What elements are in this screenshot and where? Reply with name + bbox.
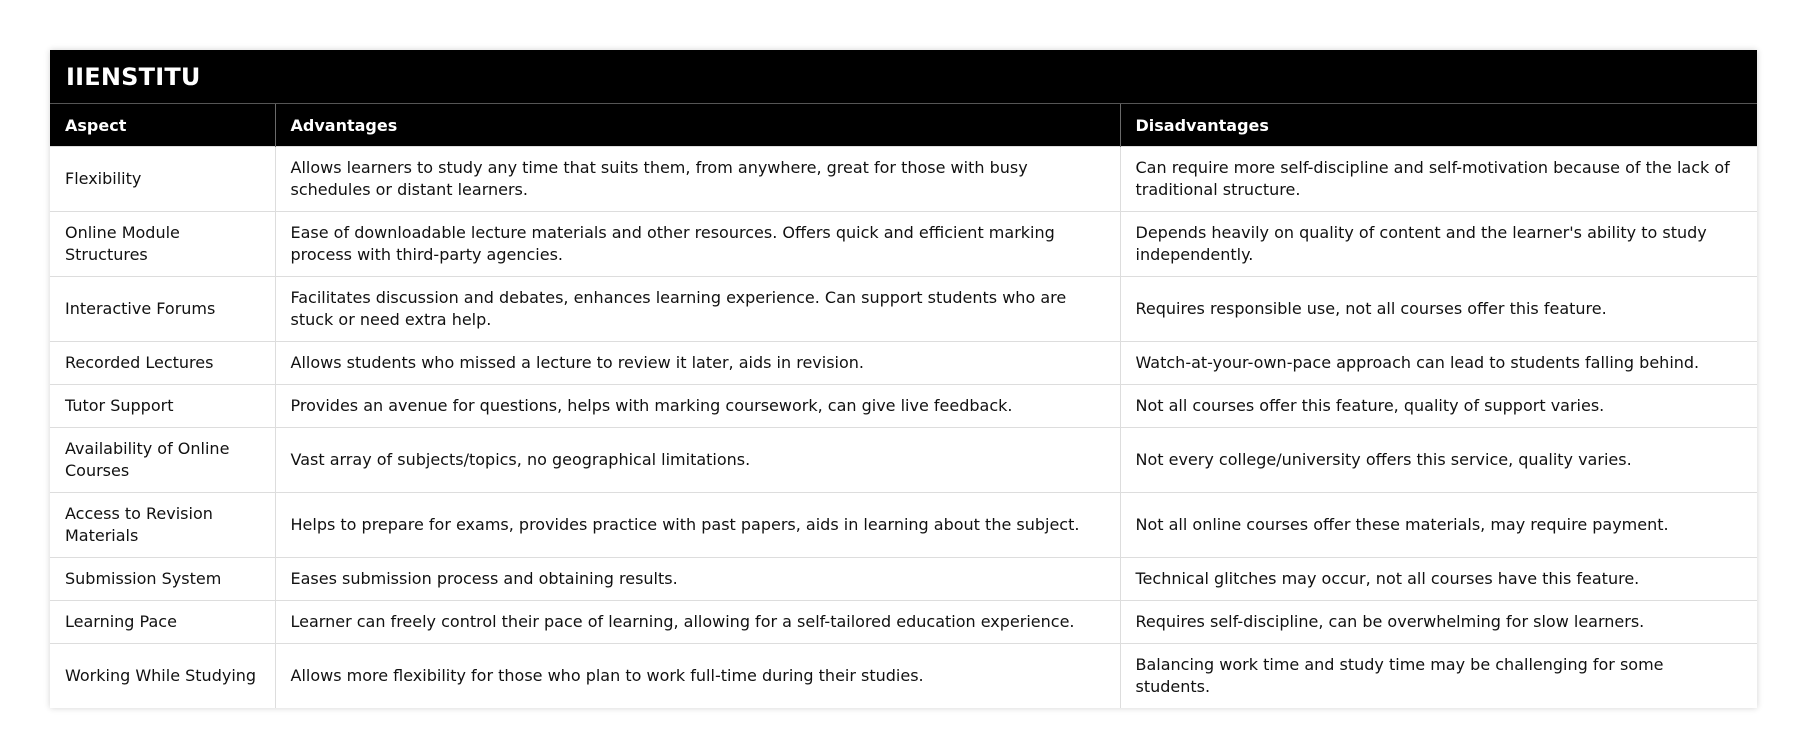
table-row [50,342,1757,385]
cell-advantages: Eases submission process and obtaining results. [275,558,1120,601]
table-row [50,601,1757,644]
table-row [50,493,1757,558]
cell-advantages: Provides an avenue for questions, helps with marking coursework, can give live feedback. [275,385,1120,428]
cell-disadvantages: Depends heavily on quality of content and the learner's ability to study independently. [1120,212,1757,277]
cell-disadvantages: Not all courses offer this feature, quality of support varies. [1120,385,1757,428]
table-row [50,212,1757,277]
cell-disadvantages: Balancing work time and study time may be challenging for some students. [1120,644,1757,709]
table-row [50,644,1757,709]
cell-advantages: Ease of downloadable lecture materials and other resources. Offers quick and efficient marking process with third-party agencies. [275,212,1120,277]
cell-advantages: Helps to prepare for exams, provides practice with past papers, aids in learning about the subject. [275,493,1120,558]
table-row [50,277,1757,342]
cell-disadvantages: Requires self-discipline, can be overwhelming for slow learners. [1120,601,1757,644]
table-row [50,385,1757,428]
cell-aspect: Flexibility [50,147,275,212]
cell-advantages: Allows learners to study any time that suits them, from anywhere, great for those with busy schedules or distant learners. [275,147,1120,212]
header-row [50,104,1757,147]
cell-advantages: Facilitates discussion and debates, enhances learning experience. Can support students who are stuck or need extra help. [275,277,1120,342]
cell-disadvantages: Not every college/university offers this service, quality varies. [1120,428,1757,493]
table-row [50,428,1757,493]
column-header-disadvantages: Disadvantages [1120,104,1757,147]
cell-advantages: Learner can freely control their pace of learning, allowing for a self-tailored education experience. [275,601,1120,644]
cell-aspect: Availability of Online Courses [50,428,275,493]
cell-aspect: Interactive Forums [50,277,275,342]
cell-aspect: Working While Studying [50,644,275,709]
table-row [50,558,1757,601]
column-header-advantages: Advantages [275,104,1120,147]
comparison-table [50,104,1757,708]
table-row [50,147,1757,212]
comparison-table-card [50,50,1757,708]
table-title-bar [50,50,1757,104]
cell-aspect: Recorded Lectures [50,342,275,385]
column-header-aspect: Aspect [50,104,275,147]
cell-disadvantages: Requires responsible use, not all courses offer this feature. [1120,277,1757,342]
cell-advantages: Allows more flexibility for those who plan to work full-time during their studies. [275,644,1120,709]
cell-disadvantages: Not all online courses offer these materials, may require payment. [1120,493,1757,558]
cell-advantages: Vast array of subjects/topics, no geographical limitations. [275,428,1120,493]
cell-aspect: Learning Pace [50,601,275,644]
cell-advantages: Allows students who missed a lecture to review it later, aids in revision. [275,342,1120,385]
cell-aspect: Access to Revision Materials [50,493,275,558]
brand-title: IIENSTITU [66,62,201,91]
cell-aspect: Tutor Support [50,385,275,428]
cell-aspect: Submission System [50,558,275,601]
cell-disadvantages: Can require more self-discipline and self-motivation because of the lack of traditional structure. [1120,147,1757,212]
cell-aspect: Online Module Structures [50,212,275,277]
cell-disadvantages: Technical glitches may occur, not all courses have this feature. [1120,558,1757,601]
cell-disadvantages: Watch-at-your-own-pace approach can lead to students falling behind. [1120,342,1757,385]
